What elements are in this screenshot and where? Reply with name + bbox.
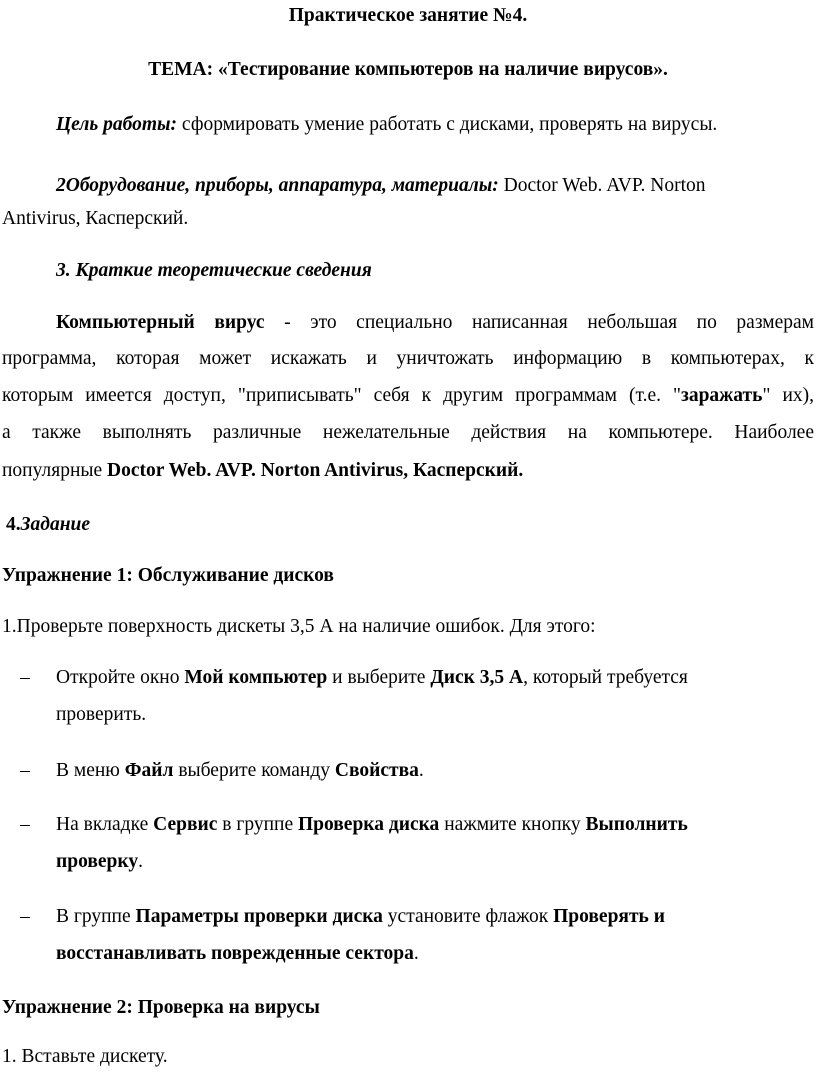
- goal-line: [56, 113, 717, 137]
- list-item: – Откройте окно Мой компьютер и выберите Диск 3,5 А, который требуется: [20, 667, 688, 688]
- dash-bullet: –: [20, 667, 30, 688]
- theory-line-3: которым имеется доступ, "приписывать" себя к другим программам (т.е. "заражать" их),: [2, 385, 815, 406]
- theme-heading: ТЕМА: «Тестирование компьютеров на наличие вирусов».: [148, 59, 668, 80]
- theory-line-2: программа, которая может искажать и уничтожать информацию в компьютерах, к: [2, 348, 814, 369]
- exercise-1-intro: 1.Проверьте поверхность дискеты 3,5 А на наличие ошибок. Для этого:: [2, 616, 596, 637]
- list-item-continued: проверку.: [56, 851, 143, 872]
- equipment-line-2: Antivirus, Касперский.: [2, 208, 189, 229]
- theory-line-1: Компьютерный вирус - это специально написанная небольшая по размерам: [56, 312, 814, 333]
- equipment-label: 2Оборудование, приборы, аппаратура, материалы:: [56, 175, 499, 196]
- goal-label: Цель работы:: [56, 114, 178, 135]
- theory-line-5: популярные Doctor Web. AVP. Norton Antivirus, Касперский.: [2, 460, 524, 481]
- exercise-1-title: Упражнение 1: Обслуживание дисков: [2, 565, 334, 586]
- equipment-line: [56, 174, 706, 198]
- theory-heading: 3. Краткие теоретические сведения: [56, 260, 372, 281]
- list-item-continued: проверить.: [56, 704, 147, 725]
- list-item: – В группе Параметры проверки диска установите флажок Проверять и: [20, 906, 665, 927]
- exercise-2-step-1: 1. Вставьте дискету.: [2, 1046, 168, 1067]
- theory-line-4: а также выполнять различные нежелательные действия на компьютере. Наиболее: [2, 422, 814, 443]
- equipment-text: Doctor Web. AVP. Norton: [498, 175, 706, 196]
- dash-bullet: –: [20, 906, 30, 927]
- exercise-2-title: Упражнение 2: Проверка на вирусы: [2, 997, 320, 1018]
- page-title: Практическое занятие №4.: [288, 5, 528, 26]
- dash-bullet: –: [20, 760, 30, 781]
- list-item-continued: восстанавливать поврежденные сектора.: [56, 943, 419, 964]
- task-heading: 4.Задание: [6, 514, 91, 535]
- dash-bullet: –: [20, 814, 30, 835]
- list-item: – На вкладке Сервис в группе Проверка диска нажмите кнопку Выполнить: [20, 814, 688, 835]
- goal-text: сформировать умение работать с дисками, проверять на вирусы.: [177, 114, 718, 135]
- list-item: – В меню Файл выберите команду Свойства.: [20, 760, 424, 781]
- virus-term: Компьютерный вирус: [56, 312, 265, 333]
